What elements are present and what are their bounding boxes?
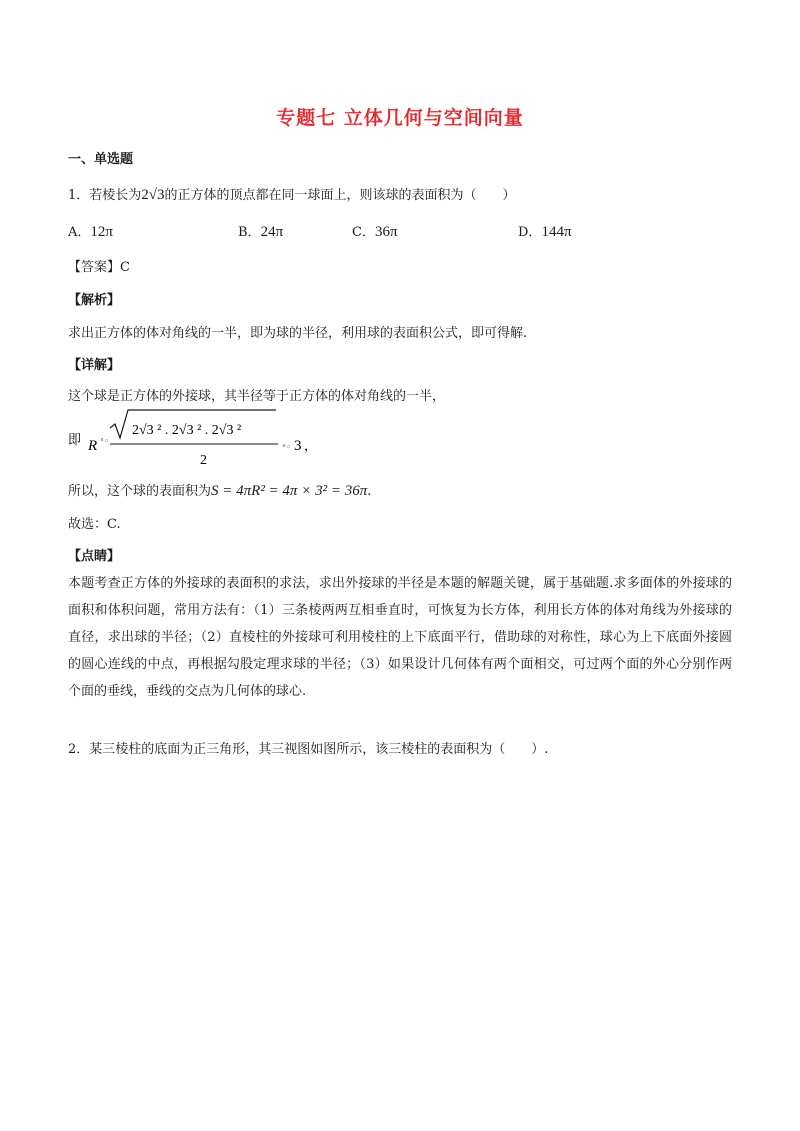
question-1-prefix: 1．若棱长为 [68, 188, 142, 203]
formula-numerator: 2√3 ² . 2√3 ² . 2√3 ² [132, 423, 242, 438]
option-value: 12π [90, 224, 113, 240]
option-a [68, 221, 113, 241]
question-1-value: 2√3 [141, 187, 165, 203]
analysis-tag: 【解析】 [68, 293, 121, 308]
formula-denominator: 2 [200, 453, 207, 468]
answer-tag: 【答案】 [68, 260, 121, 275]
surface-tail: . [367, 484, 372, 499]
formula-tail: ， [304, 439, 318, 454]
option-b [238, 221, 283, 241]
analysis-text: 求出正方体的体对角线的一半，即为球的半径，利用球的表面积公式，即可得解. [68, 326, 528, 341]
option-c [352, 221, 398, 241]
radius-formula-graphic [68, 408, 468, 470]
option-label: C． [352, 225, 375, 240]
formula-prefix: 即 [68, 433, 82, 448]
option-d [518, 221, 572, 241]
surface-formula: S = 4πR² = 4π × 3² = 36π [211, 483, 368, 499]
option-label: B． [238, 225, 261, 240]
choose-line: 故选：C. [68, 517, 121, 532]
question-2-stem: 2．某三棱柱的底面为正三角形，其三视图如图所示，该三棱柱的表面积为（ ）. [68, 742, 549, 757]
formula-result: 3 [294, 438, 302, 454]
formula-radius-symbol: R [88, 438, 98, 454]
page-title: 专题七 立体几何与空间向量 [276, 107, 524, 129]
radius-formula [68, 408, 468, 470]
question-1-options [68, 221, 768, 241]
option-label: D． [518, 225, 542, 240]
option-label: A． [68, 225, 91, 240]
section-heading: 一、单选题 [68, 152, 134, 167]
question-1-suffix: 的正方体的顶点都在同一球面上，则该球的表面积为（ ） [164, 188, 516, 203]
option-value: 144π [541, 224, 572, 240]
comment-paragraph: 本题考查正方体的外接球的表面积的求法，求出外接球的半径是本题的解题关键，属于基础题.求多面体的外接球的面积和体积问题，常用方法有：（1）三条棱两两互相垂直时，可恢复为长方体，利用长方体的体对角线为外接球的直径，求出球的半径；（2）直棱柱的外接球可利用棱柱的上下底面平行，借助球的对称性，球心为上下底面外接圆的圆心连线的中点，再根据勾股定理求球的半径；（3）如果设计几何体有两个面相交，可过两个面的外心分别作两个面的垂线，垂线的交点为几何体的球心. [68, 576, 732, 699]
answer-line [68, 256, 130, 275]
question-1-stem [68, 184, 516, 204]
option-value: 24π [260, 224, 284, 240]
detail-tag: 【详解】 [68, 358, 121, 373]
detail-text: 这个球是正方体的外接球，其半径等于正方体的体对角线的一半， [68, 389, 446, 404]
surface-prefix: 所以，这个球的表面积为 [68, 484, 212, 499]
surface-area-line [68, 480, 371, 500]
formula-equals-glyph: ˣ◦ [282, 443, 292, 453]
formula-equals-glyph: ˣ◦ [100, 437, 110, 447]
option-value: 36π [374, 224, 398, 240]
comment-tag: 【点睛】 [68, 549, 121, 564]
answer-value: C [120, 260, 130, 275]
